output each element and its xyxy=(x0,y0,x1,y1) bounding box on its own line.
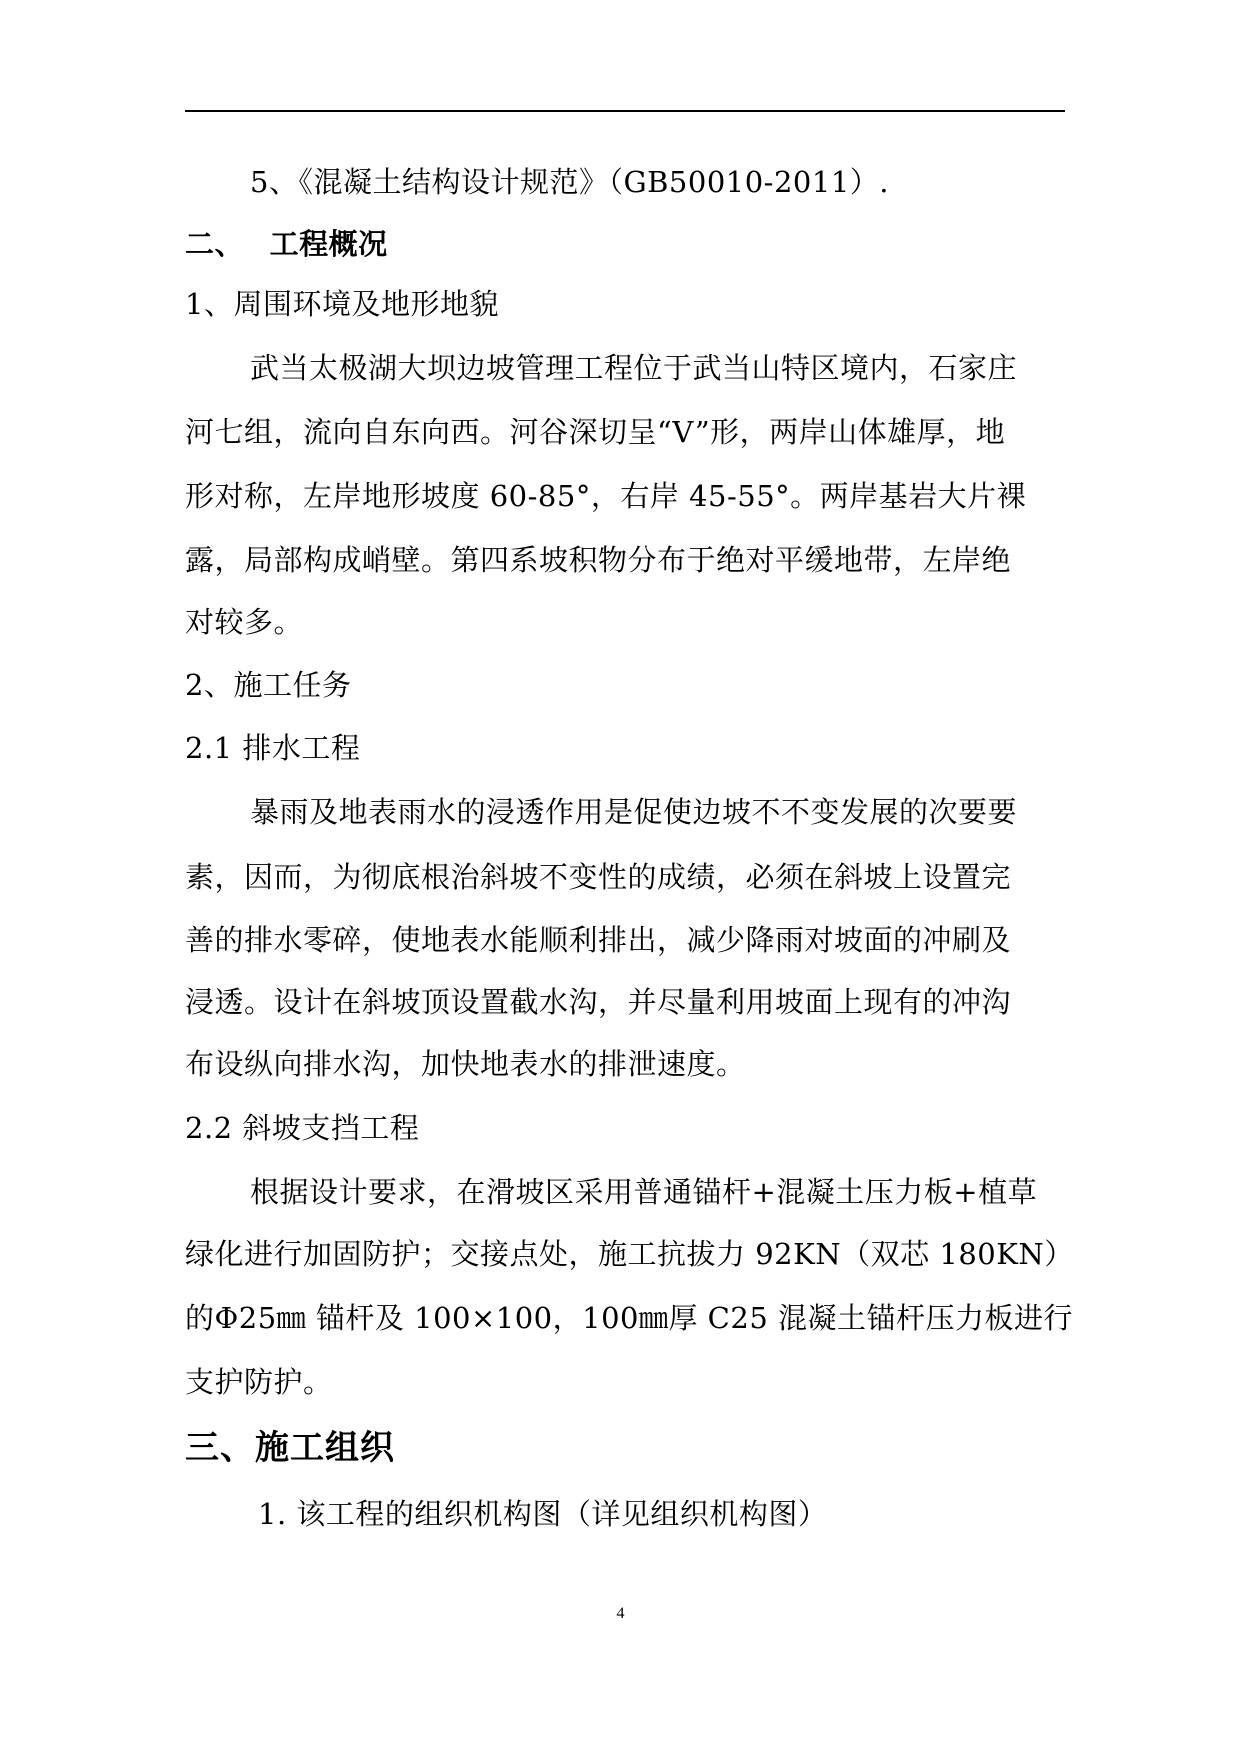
paragraph-line: 暴雨及地表雨水的浸透作用是促使边坡不不变发展的次要要 xyxy=(250,795,1018,829)
header-rule xyxy=(185,110,1065,112)
paragraph-line: 河七组，流向自东向西。河谷深切呈“V”形，两岸山体雄厚，地 xyxy=(185,415,1006,449)
paragraph-line: 素，因而，为彻底根治斜坡不变性的成绩，必须在斜坡上设置完 xyxy=(185,860,1012,894)
paragraph-line: 善的排水零碎，使地表水能顺利排出，减少降雨对坡面的冲刷及 xyxy=(185,923,1012,957)
subsection-heading-2: 2、施工任务 xyxy=(185,668,352,702)
reference-item-5: 5、《混凝土结构设计规范》（GB50010-2011）. xyxy=(250,165,890,199)
section-heading-2: 二、 工程概况 xyxy=(185,227,388,261)
paragraph-line: 布设纵向排水沟，加快地表水的排泄速度。 xyxy=(185,1047,746,1081)
paragraph-line: 露，局部构成峭壁。第四系坡积物分布于绝对平缓地带，左岸绝 xyxy=(185,543,1012,577)
paragraph-line: 武当太极湖大坝边坡管理工程位于武当山特区境内，石家庄 xyxy=(250,351,1018,385)
paragraph-line: 根据设计要求，在滑坡区采用普通锚杆+混凝土压力板+植草 xyxy=(250,1175,1038,1209)
subsection-heading-2-1: 2.1 排水工程 xyxy=(185,731,361,765)
paragraph-line: 支护防护。 xyxy=(185,1365,333,1399)
list-item-1: 1. 该工程的组织机构图（详见组织机构图） xyxy=(258,1497,828,1531)
paragraph-line: 形对称，左岸地形坡度 60-85°，右岸 45-55°。两岸基岩大片裸 xyxy=(185,479,1027,513)
paragraph-line: 绿化进行加固防护；交接点处，施工抗拔力 92KN（双芯 180KN） xyxy=(185,1237,1074,1271)
paragraph-line: 的Φ25㎜ 锚杆及 100×100，100㎜厚 C25 混凝土锚杆压力板进行 xyxy=(185,1301,1073,1335)
subsection-heading-2-2: 2.2 斜坡支挡工程 xyxy=(185,1111,420,1145)
paragraph-line: 对较多。 xyxy=(185,605,304,639)
subsection-heading-1: 1、周围环境及地形地貌 xyxy=(185,287,499,321)
page-number: 4 xyxy=(616,1605,625,1622)
paragraph-line: 浸透。设计在斜坡顶设置截水沟，并尽量利用坡面上现有的冲沟 xyxy=(185,985,1012,1019)
section-heading-3: 三、施工组织 xyxy=(185,1428,395,1468)
